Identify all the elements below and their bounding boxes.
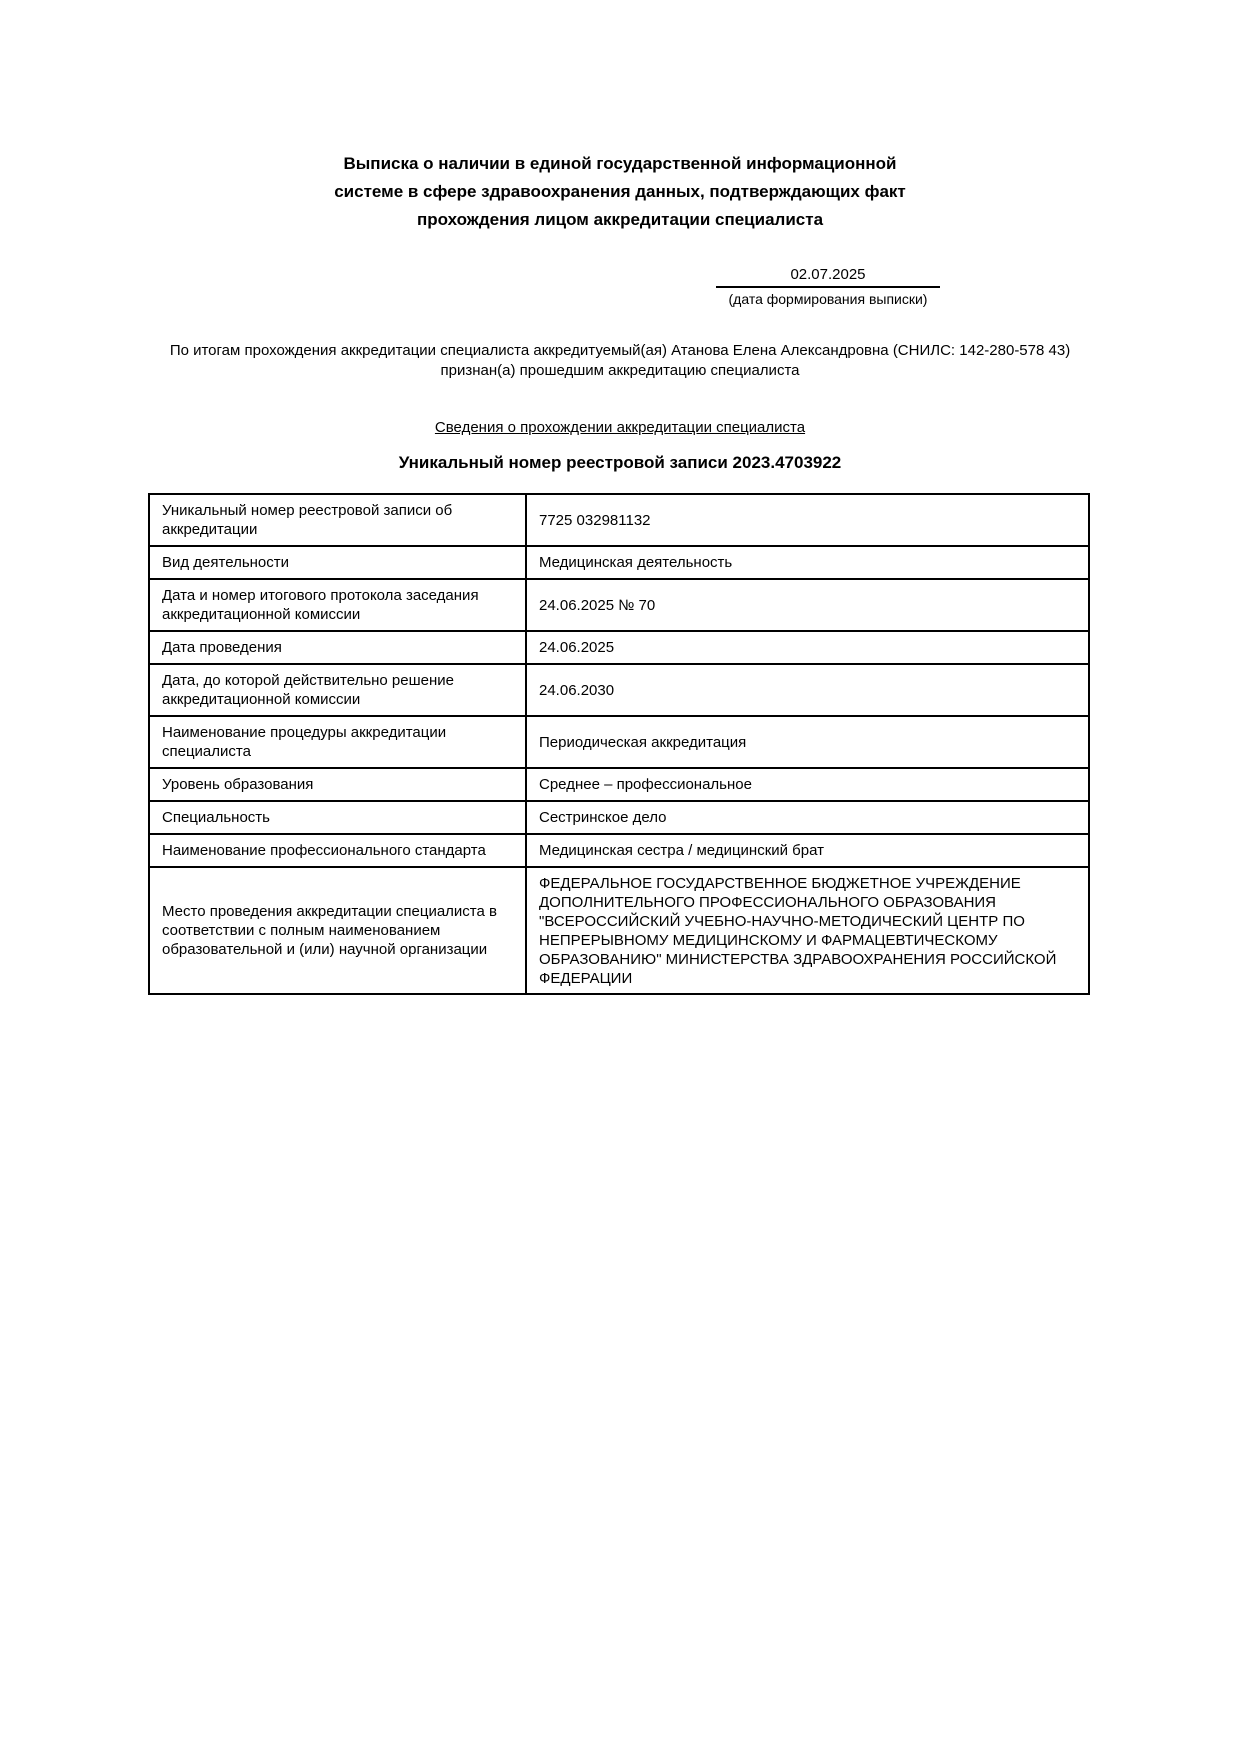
document-title-line-2: системе в сфере здравоохранения данных, подтверждающих факт xyxy=(334,182,906,201)
table-row xyxy=(149,494,1089,546)
row-label: Дата проведения xyxy=(149,631,526,664)
row-value: 24.06.2025 № 70 xyxy=(526,579,1089,631)
issue-date: 02.07.2025 xyxy=(716,266,940,288)
row-label: Наименование профессионального стандарта xyxy=(149,834,526,867)
table-row xyxy=(149,867,1089,994)
row-label: Наименование процедуры аккредитации специалиста xyxy=(149,716,526,768)
row-label: Место проведения аккредитации специалиста в соответствии с полным наименованием образовательной и (или) научной организации xyxy=(149,867,526,994)
section-heading: Сведения о прохождении аккредитации специалиста xyxy=(434,419,806,436)
table-row xyxy=(149,801,1089,834)
row-label: Дата, до которой действительно решение аккредитационной комиссии xyxy=(149,664,526,716)
row-value: ФЕДЕРАЛЬНОЕ ГОСУДАРСТВЕННОЕ БЮДЖЕТНОЕ УЧРЕЖДЕНИЕ ДОПОЛНИТЕЛЬНОГО ПРОФЕССИОНАЛЬНОГО ОБРАЗОВАНИЯ "ВСЕРОССИЙСКИЙ УЧЕБНО-НАУЧНО-МЕТОДИЧЕСКИЙ ЦЕНТР ПО НЕПРЕРЫВНОМУ МЕДИЦИНСКОМУ И ФАРМАЦЕВТИЧЕСКОМУ ОБРАЗОВАНИЮ" МИНИСТЕРСТВА ЗДРАВООХРАНЕНИЯ РОССИЙСКОЙ ФЕДЕРАЦИИ xyxy=(526,867,1089,994)
row-value: Медицинская сестра / медицинский брат xyxy=(526,834,1089,867)
issue-date-block xyxy=(716,266,940,307)
row-value: 24.06.2030 xyxy=(526,664,1089,716)
accreditation-table xyxy=(148,493,1090,995)
issue-date-caption: (дата формирования выписки) xyxy=(728,291,928,307)
row-value: Медицинская деятельность xyxy=(526,546,1089,579)
row-label: Уникальный номер реестровой записи об аккредитации xyxy=(149,494,526,546)
table-row xyxy=(149,834,1089,867)
row-value: 24.06.2025 xyxy=(526,631,1089,664)
document-title-line-1: Выписка о наличии в единой государственной информационной xyxy=(343,154,897,173)
row-label: Специальность xyxy=(149,801,526,834)
table-row xyxy=(149,579,1089,631)
document-title-line-3: прохождения лицом аккредитации специалиста xyxy=(416,210,824,229)
row-value: 7725 032981132 xyxy=(526,494,1089,546)
document-title xyxy=(0,150,1240,234)
intro-paragraph: По итогам прохождения аккредитации специалиста аккредитуемый(ая) Атанова Елена Александровна (СНИЛС: 142-280-578 43) признан(а) прошедшим аккредитацию специалиста xyxy=(169,342,1071,379)
table-row xyxy=(149,664,1089,716)
table-row xyxy=(149,546,1089,579)
table-row xyxy=(149,768,1089,801)
table-row xyxy=(149,716,1089,768)
table-row xyxy=(149,631,1089,664)
registry-number-heading: Уникальный номер реестровой записи 2023.4703922 xyxy=(398,453,842,472)
row-value: Среднее – профессиональное xyxy=(526,768,1089,801)
row-value: Периодическая аккредитация xyxy=(526,716,1089,768)
row-label: Дата и номер итогового протокола заседания аккредитационной комиссии xyxy=(149,579,526,631)
row-label: Вид деятельности xyxy=(149,546,526,579)
row-label: Уровень образования xyxy=(149,768,526,801)
row-value: Сестринское дело xyxy=(526,801,1089,834)
